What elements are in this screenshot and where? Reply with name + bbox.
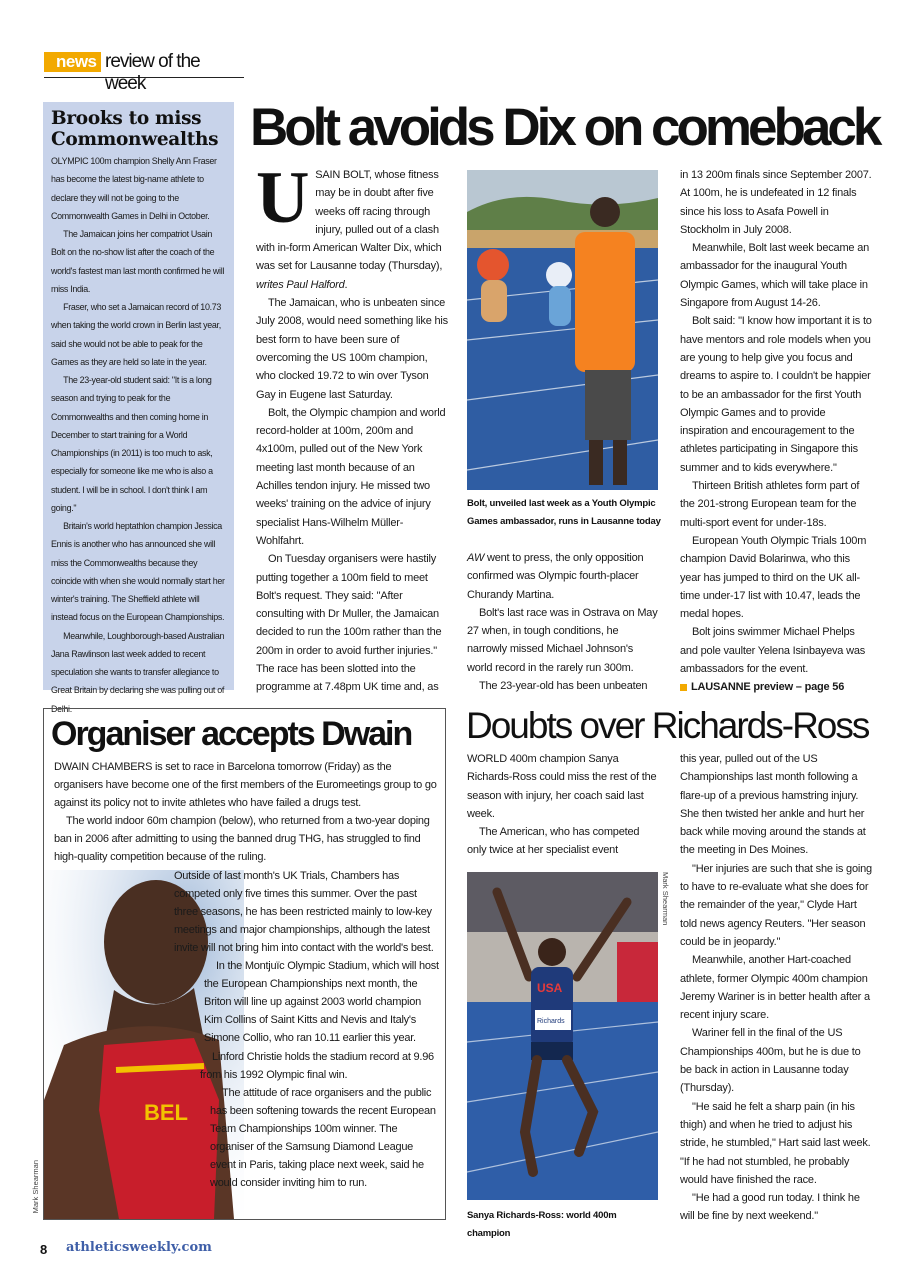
- sidebar-paragraph: Britain's world heptathlon champion Jessica Ennis is another who has announced she will miss the Commonwealths because they coincide with when she would normally start her winter's training. The Sheffield athlete will instead focus on the European Championships.: [51, 521, 225, 624]
- article-paragraph: DWAIN CHAMBERS is set to race in Barcelona tomorrow (Friday) as the organisers have become one of the first members of the Euromeetings group to go against its policy not to invite athletes who have failed a drugs test.: [54, 761, 437, 810]
- bolt-article-column-1: [256, 157, 448, 697]
- main-headline: Bolt avoids Dix on comeback: [250, 98, 879, 157]
- article-paragraph: Bolt said: "I know how important it is to have mentors and role models when you are young to help give you focus and dreams to aspire to. I couldn't be happier to be an ambassador for the first Youth Olympic Games and to provide inspiration and encouragement to the athletes participating in Singapore this summer and to kids everywhere.": [680, 315, 872, 474]
- article-paragraph: Linford Christie holds the stadium record at 9.96 from his 1992 Olympic final win.: [200, 1050, 434, 1081]
- article-paragraph: "He said he felt a sharp pain (in his thigh) and when he tried to adjust his stride, he stumbled," Hart said last week. "If he had not stumbled, he probably would have finished the race.: [680, 1100, 871, 1186]
- bolt-photo-illustration: [467, 170, 658, 490]
- bolt-photo-caption: Bolt, unveiled last week as a Youth Olympic Games ambassador, runs in Lausanne today: [467, 498, 661, 527]
- site-link[interactable]: athleticsweekly.com: [66, 1240, 212, 1255]
- vest-name: Richards: [537, 1018, 565, 1025]
- doubts-article-column-2: [680, 750, 872, 1226]
- article-paragraph: The world indoor 60m champion (below), who returned from a two-year doping ban in 2006 after admitting to using the banned drug THG, has struggled to find high-quality competition because of the ruling.: [54, 815, 430, 864]
- article-paragraph: Meanwhile, Bolt last week became an ambassador for the inaugural Youth Olympic Games, which will take place in Singapore from August 14-26.: [680, 242, 870, 310]
- crossref-link[interactable]: [680, 678, 872, 696]
- article-paragraph: Bolt joins swimmer Michael Phelps and pole vaulter Yelena Isinbayeva was ambassadors for the event.: [680, 626, 866, 676]
- bolt-photo: [467, 170, 658, 490]
- byline-end: .: [344, 278, 348, 291]
- page-number: 8: [40, 1242, 48, 1257]
- aw-abbrev: AW: [467, 552, 485, 564]
- article-paragraph: European Youth Olympic Trials 100m champion David Bolarinwa, who this year has jumped to third on the UK all-time under-17 list with 10.47, leads the medal hopes.: [680, 534, 867, 621]
- article-paragraph: Outside of last month's UK Trials, Chambers has competed only five times this summer. Over the past three seasons, he has been restricted mainly to low-key meetings and major championships, although the latest invite will not bring him into contact with the world's best.: [174, 869, 434, 954]
- sidebar-box: [43, 102, 234, 715]
- article-paragraph: In the Montjuïc Olympic Stadium, which will host the European Championships next month, the Briton will line up against 2003 world champion Kim Collins of Saint Kitts and Nevis and Italy's Simone Collio, who ran 10.11 earlier this year.: [204, 960, 439, 1045]
- article-paragraph: On Tuesday organisers were hastily putting together a 100m field to meet Bolt's request. They said: "After consulting with Dr Muller, the Jamaican decided to run the 100m rather than the 200m in order to avoid further injuries." The race has been slotted into the programme at 7.48pm UK time and, as: [256, 553, 442, 694]
- article-paragraph: in 13 200m finals since September 2007. At 100m, he is undefeated in 12 finals since his loss to Asafa Powell in Stockholm in July 2008.: [680, 169, 872, 236]
- section-title: review of the week: [105, 51, 200, 94]
- sanya-photo: [467, 872, 658, 1200]
- article-paragraph: The 23-year-old has been unbeaten: [479, 680, 648, 693]
- sidebar-paragraph: The 23-year-old student said: "It is a long season and trying to peak for the Commonwealths and then coming home in December to start training for a World Championships (in 2011) is too much to ask, especially for someone like me who is also a student. I will be in school. I don't think I am going.": [51, 375, 213, 514]
- paragraph-text: went to press, the only opposition confirmed was Olympic fourth-placer Churandy Martina.: [467, 552, 644, 601]
- article-paragraph: Meanwhile, another Hart-coached athlete, former Olympic 400m champion Jeremy Wariner is in better health after a recent injury scare.: [680, 954, 870, 1022]
- crossref-text: LAUSANNE preview – page 56: [691, 681, 845, 694]
- dwain-photo-credit: Mark Shearman: [31, 1160, 40, 1214]
- article-paragraph: The attitude of race organisers and the public has been softening towards the recent European Team Championships 100m winner. The organiser of the Samsung Diamond League event in Paris, taking place next week, said he would consider inviting him to run.: [210, 1086, 436, 1190]
- sidebar-headline: Brooks to miss Commonwealths: [51, 108, 219, 150]
- bolt-lead-paragraph: [256, 157, 448, 294]
- article-paragraph: WORLD 400m champion Sanya Richards-Ross could miss the rest of the season with injury, her coach said last week.: [467, 753, 657, 820]
- section-tag: news: [44, 52, 101, 72]
- square-bullet-icon: [680, 684, 687, 691]
- article-paragraph: Bolt, the Olympic champion and world record-holder at 100m, 200m and 4x100m, pulled out of the New York meeting last month because of an Achilles tendon injury. He missed two weeks' training on the advice of injury specialist Hans-Wilhelm Müller-Wohlfahrt.: [256, 406, 446, 547]
- sanya-photo-illustration: [467, 872, 658, 1200]
- sanya-photo-credit: Mark Shearman: [661, 872, 670, 926]
- article-paragraph: "Her injuries are such that she is going to have to re-evaluate what she does for the remainder of the year," Clyde Hart told news agency Reuters. "Her season could be in jeopardy.": [680, 862, 872, 948]
- doubts-headline: Doubts over Richards-Ross: [466, 705, 869, 746]
- article-paragraph: [467, 549, 658, 604]
- article-paragraph: Bolt's last race was in Ostrava on May 27 when, in tough conditions, he narrowly missed Michael Johnson's world record in the rarely run 300m.: [467, 606, 658, 674]
- article-paragraph: this year, pulled out of the US Championships last month following a flare-up of a previous hamstring injury. She then twisted her ankle and hurt her back while moving around the stands at the meeting in Des Moines.: [680, 753, 866, 857]
- article-paragraph: "He had a good run today. I think he will be fine by next weekend.": [680, 1192, 860, 1223]
- sidebar-paragraph: The Jamaican joins her compatriot Usain Bolt on the no-show list after the coach of the world's fastest man last month confirmed he will miss India.: [51, 229, 225, 295]
- bolt-article-column-2: [467, 549, 658, 695]
- doubts-article-column-1: [467, 750, 659, 860]
- article-paragraph: Thirteen British athletes form part of the 201-strong European team for the multi-sport event for under-18s.: [680, 480, 860, 529]
- sidebar-paragraph: Fraser, who set a Jamaican record of 10.73 when taking the world crown in Berlin last year, said she would not be able to peak for the Games as they are held so late in the year.: [51, 302, 222, 368]
- article-paragraph: Wariner fell in the final of the US Championships 400m, but he is due to be back in action in Lausanne today (Thursday).: [680, 1027, 861, 1095]
- sidebar-paragraph: Meanwhile, Loughborough-based Australian Jana Rawlinson last week added to recent speculation she wants to transfer allegiance to Great Britain by declaring she was pulling out of Delhi.: [51, 630, 225, 715]
- vest-text: BEL: [144, 1100, 188, 1125]
- dwain-headline: Organiser accepts Dwain: [51, 715, 412, 753]
- bolt-article-column-3: [680, 166, 872, 697]
- drop-cap: U: [256, 157, 310, 239]
- article-paragraph: The American, who has competed only twice at her specialist event: [467, 826, 640, 857]
- section-header: [44, 50, 244, 94]
- dwain-article-body: [54, 758, 439, 1192]
- vest-country: USA: [537, 981, 563, 995]
- lead-text: SAIN BOLT, whose fitness may be in doubt after five weeks off racing through injury, pulled out of a clash with in-form American Walter Dix, which was set for Lausanne today (Thursday),: [256, 169, 443, 273]
- article-paragraph: The Jamaican, who is unbeaten since July 2008, would need something like his best form to have been sure of overcoming the US 100m champion, who clocked 19.72 to win over Tyson Gay in Eugene last Saturday.: [256, 297, 448, 401]
- byline: writes Paul Halford: [256, 278, 345, 291]
- sanya-photo-caption: Sanya Richards-Ross: world 400m champion: [467, 1210, 617, 1239]
- sidebar-paragraph: OLYMPIC 100m champion Shelly Ann Fraser has become the latest big-name athlete to declare they will not be going to the Commonwealth Games in Delhi in October.: [51, 156, 217, 222]
